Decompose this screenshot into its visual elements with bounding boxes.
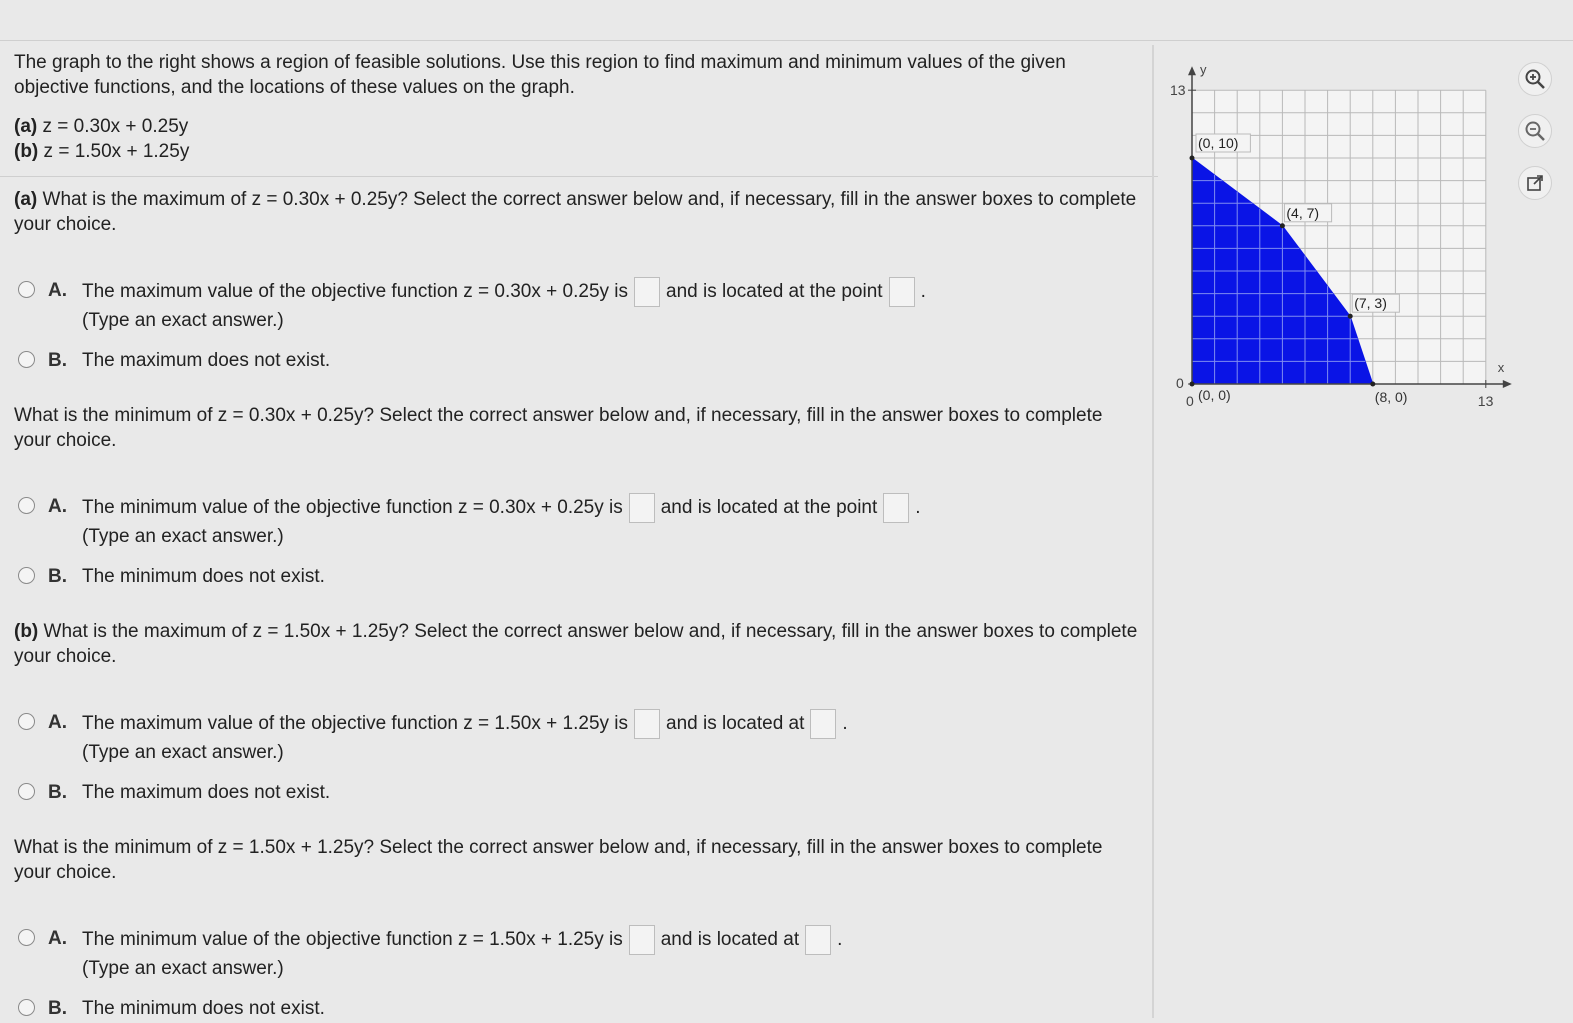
question-a-max-text: What is the maximum of z = 0.30x + 0.25y? Select the correct answer below and, if necessary, fill in the answer boxes to complete your choice. <box>14 189 1137 235</box>
x-origin-label: 0 <box>1176 375 1184 391</box>
option-period: . <box>920 281 926 303</box>
objective-a-expr: z = 0.30x + 0.25y <box>42 116 189 137</box>
option-letter: A. <box>48 280 67 301</box>
option-b-max-B[interactable] <box>14 779 1144 807</box>
answer-box-value[interactable] <box>629 925 655 955</box>
option-hint: (Type an exact answer.) <box>82 526 284 547</box>
radio-b-max-B[interactable] <box>18 783 35 800</box>
option-letter: A. <box>48 496 67 517</box>
option-text: and is located at the point <box>660 497 878 519</box>
option-text: The minimum value of the objective function z = 1.50x + 1.25y is <box>82 929 623 951</box>
option-text: The maximum does not exist. <box>82 350 331 371</box>
objective-b-expr: z = 1.50x + 1.25y <box>43 141 190 162</box>
answer-box-point[interactable] <box>805 925 831 955</box>
question-b-max <box>14 619 1144 669</box>
option-b-min-B[interactable] <box>14 995 1144 1023</box>
graph-toolbar <box>1518 62 1558 218</box>
option-text: The maximum value of the objective function z = 1.50x + 1.25y is <box>82 713 629 735</box>
y-max-tick-label: 13 <box>1170 82 1186 99</box>
objective-list <box>14 114 1144 164</box>
y-axis-label: y <box>1200 62 1207 78</box>
vertex-point <box>1348 314 1353 319</box>
objective-b <box>14 139 1144 164</box>
option-period: . <box>915 497 921 519</box>
zoom-in-icon[interactable] <box>1518 62 1552 96</box>
problem-intro: The graph to the right shows a region of feasible solutions. Use this region to find maximum and minimum values of the given objective functions, and the locations of these values on the graph. <box>14 52 1066 98</box>
answer-box-value[interactable] <box>634 709 660 739</box>
option-text: and is located at the point <box>666 281 883 303</box>
option-text: The minimum does not exist. <box>82 566 325 587</box>
objective-b-label: (b) <box>14 141 39 162</box>
option-hint: (Type an exact answer.) <box>82 742 284 763</box>
vertex-point <box>1190 156 1195 161</box>
radio-a-max-B[interactable] <box>18 351 35 368</box>
open-external-icon[interactable] <box>1518 166 1552 200</box>
x-axis-label: x <box>1497 360 1505 375</box>
option-hint: (Type an exact answer.) <box>82 310 284 331</box>
option-hint: (Type an exact answer.) <box>82 958 284 979</box>
radio-b-max-A[interactable] <box>18 713 35 730</box>
option-text: The maximum value of the objective function z = 0.30x + 0.25y is <box>82 281 629 303</box>
option-text: The maximum does not exist. <box>82 782 331 803</box>
question-b-label: (b) <box>14 621 39 642</box>
option-text: and is located at <box>660 929 800 951</box>
question-b-max-text: What is the maximum of z = 1.50x + 1.25y? Select the correct answer below and, if necessary, fill in the answer boxes to complete your choice. <box>14 621 1138 667</box>
vertex-label: (0, 10) <box>1198 135 1239 151</box>
radio-a-min-A[interactable] <box>18 497 35 514</box>
option-period: . <box>837 929 843 951</box>
top-divider <box>0 40 1573 41</box>
option-text: and is located at <box>666 713 805 735</box>
option-letter: B. <box>48 782 67 803</box>
question-a-min: What is the minimum of z = 0.30x + 0.25y? Select the correct answer below and, if necessary, fill in the answer boxes to complete your choice. <box>14 405 1103 451</box>
x-max-tick-label: 13 <box>1477 393 1494 409</box>
x-axis-arrow <box>1503 380 1512 388</box>
option-text: The minimum value of the objective function z = 0.30x + 0.25y is <box>82 497 623 519</box>
option-letter: A. <box>48 712 67 733</box>
answer-box-point[interactable] <box>889 277 915 307</box>
question-b-min: What is the minimum of z = 1.50x + 1.25y? Select the correct answer below and, if necessary, fill in the answer boxes to complete your choice. <box>14 837 1103 883</box>
y-axis-arrow <box>1188 66 1196 75</box>
vertex-label: (4, 7) <box>1286 204 1320 221</box>
answer-box-point[interactable] <box>810 709 836 739</box>
option-text: The minimum does not exist. <box>82 998 325 1019</box>
radio-b-min-B[interactable] <box>18 999 35 1016</box>
vertex-point <box>1280 223 1285 228</box>
radio-b-min-A[interactable] <box>18 929 35 946</box>
question-panel <box>14 50 1144 1023</box>
vertex-label: (0, 0) <box>1198 387 1231 403</box>
section-divider <box>0 176 1158 177</box>
option-letter: A. <box>48 928 67 949</box>
option-b-max-A[interactable] <box>14 709 1144 767</box>
zoom-out-icon[interactable] <box>1518 114 1552 148</box>
option-a-min-B[interactable] <box>14 563 1144 591</box>
option-period: . <box>842 713 848 735</box>
panel-divider <box>1152 45 1154 1018</box>
option-letter: B. <box>48 566 67 587</box>
answer-box-value[interactable] <box>634 277 660 307</box>
option-a-min-A[interactable] <box>14 493 1144 551</box>
question-a-max <box>14 187 1144 237</box>
answer-box-point[interactable] <box>883 493 909 523</box>
radio-a-max-A[interactable] <box>18 281 35 298</box>
question-a-label: (a) <box>14 189 38 210</box>
radio-a-min-B[interactable] <box>18 567 35 584</box>
objective-a <box>14 114 1144 139</box>
option-letter: B. <box>48 350 67 371</box>
y-origin-label: 0 <box>1186 393 1194 409</box>
option-a-max-B[interactable] <box>14 347 1144 375</box>
vertex-point <box>1370 382 1375 387</box>
vertex-point <box>1190 382 1195 387</box>
vertex-label: (7, 3) <box>1354 295 1387 312</box>
objective-a-label: (a) <box>14 116 38 137</box>
feasible-region-graph <box>1162 50 1522 420</box>
option-b-min-A[interactable] <box>14 925 1144 983</box>
option-a-max-A[interactable] <box>14 277 1144 335</box>
vertex-label: (8, 0) <box>1374 389 1408 405</box>
answer-box-value[interactable] <box>629 493 655 523</box>
option-letter: B. <box>48 998 67 1019</box>
